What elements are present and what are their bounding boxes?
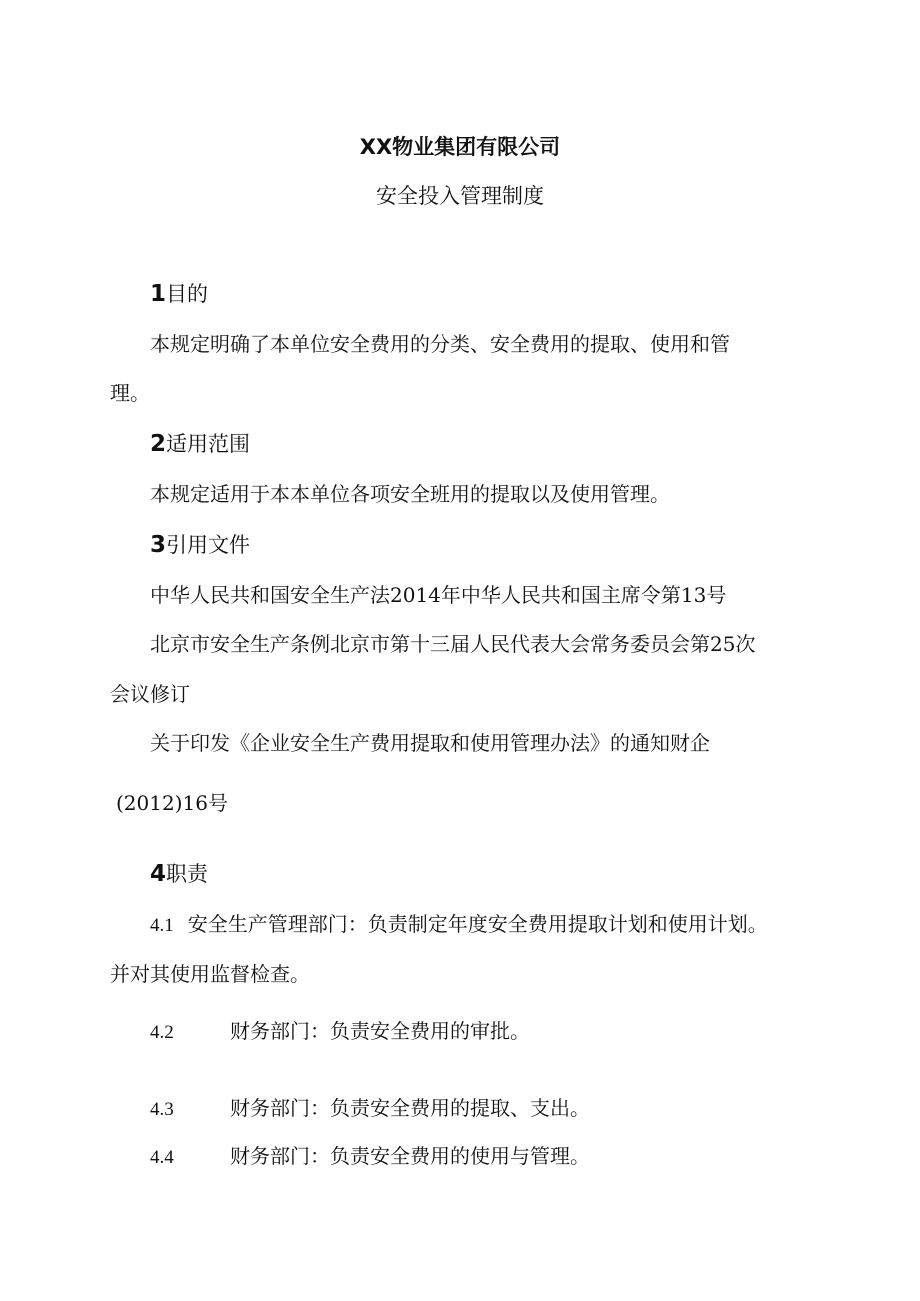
- company-name: XX物业集团有限公司: [359, 135, 561, 159]
- section-3-title: 引用文件: [166, 533, 251, 557]
- reference-3-line-2: (2012)16号: [116, 791, 228, 815]
- section-4-number: 4: [150, 861, 167, 887]
- reference-3-line-1: 关于印发《企业安全生产费用提取和使用管理办法》的通知财企: [150, 731, 710, 755]
- section-1-paragraph-line-2: 理。: [110, 381, 150, 405]
- section-3-heading: [150, 529, 250, 559]
- section-4-title: 职责: [166, 862, 209, 886]
- section-3-number: 3: [150, 532, 167, 558]
- duty-number: 4.1: [150, 915, 174, 936]
- duty-number: 4.4: [150, 1147, 174, 1168]
- section-4-heading: [150, 858, 208, 888]
- section-2-number: 2: [150, 431, 167, 457]
- section-1-heading: [150, 278, 208, 308]
- duty-item-4-1-line-2: 并对其使用监督检查。: [110, 962, 310, 986]
- duty-text: 财务部门：负责安全费用的使用与管理。: [230, 1144, 590, 1168]
- section-1-paragraph-line-1: 本规定明确了本单位安全费用的分类、安全费用的提取、使用和管: [150, 332, 730, 356]
- duty-item-4-3: [150, 1092, 590, 1121]
- section-1-number: 1: [150, 281, 167, 307]
- duty-text: 财务部门：负责安全费用的审批。: [230, 1019, 530, 1043]
- reference-1: 中华人民共和国安全生产法2014年中华人民共和国主席令第13号: [150, 583, 727, 607]
- reference-2-line-1: 北京市安全生产条例北京市第十三届人民代表大会常务委员会第25次: [150, 632, 756, 656]
- duty-item-4-4: [150, 1140, 590, 1169]
- reference-2-line-2: 会议修订: [110, 682, 190, 706]
- duty-text: 财务部门：负责安全费用的提取、支出。: [230, 1096, 590, 1120]
- section-2-heading: [150, 428, 250, 458]
- document-title: 安全投入管理制度: [376, 184, 544, 208]
- duty-number: 4.2: [150, 1022, 174, 1043]
- section-1-title: 目的: [166, 282, 209, 306]
- section-2-title: 适用范围: [166, 432, 251, 456]
- section-2-paragraph: 本规定适用于本本单位各项安全班用的提取以及使用管理。: [150, 482, 670, 506]
- duty-item-4-2: [150, 1015, 530, 1044]
- duty-text: 安全生产管理部门：负责制定年度安全费用提取计划和使用计划。: [187, 912, 768, 936]
- duty-number: 4.3: [150, 1099, 174, 1120]
- duty-item-4-1-line-1: [150, 908, 768, 937]
